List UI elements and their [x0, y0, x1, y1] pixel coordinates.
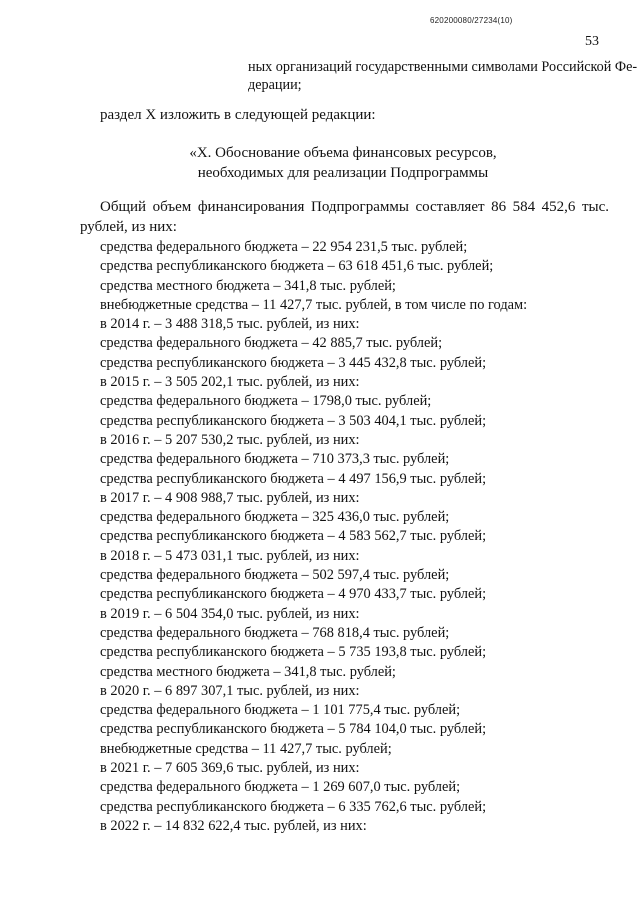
- funding-line: в 2021 г. – 7 605 369,6 тыс. рублей, из них:: [100, 760, 360, 777]
- section-instruction: раздел X изложить в следующей редакции:: [100, 107, 376, 123]
- funding-line: средства федерального бюджета – 1 269 607,0 тыс. рублей;: [100, 779, 461, 796]
- funding-line: средства федерального бюджета – 1798,0 тыс. рублей;: [100, 393, 432, 410]
- funding-line: в 2022 г. – 14 832 622,4 тыс. рублей, из них:: [100, 817, 367, 834]
- funding-line: средства республиканского бюджета – 3 445 432,8 тыс. рублей;: [100, 354, 487, 371]
- heading-line: необходимых для реализации Подпрограммы: [197, 165, 489, 181]
- intro-line: рублей, из них:: [80, 219, 177, 235]
- funding-line: средства федерального бюджета – 325 436,0 тыс. рублей;: [100, 509, 450, 526]
- funding-line: средства республиканского бюджета – 5 784 104,0 тыс. рублей;: [100, 721, 487, 738]
- funding-line: средства федерального бюджета – 502 597,4 тыс. рублей;: [100, 567, 450, 584]
- fragment-line: дерации;: [248, 77, 302, 93]
- heading-line: «X. Обоснование объема финансовых ресурсов,: [189, 145, 497, 161]
- funding-line: внебюджетные средства – 11 427,7 тыс. рублей, в том числе по годам:: [100, 296, 528, 313]
- funding-line: средства федерального бюджета – 42 885,7 тыс. рублей;: [100, 335, 443, 352]
- funding-line: в 2015 г. – 3 505 202,1 тыс. рублей, из них:: [100, 374, 360, 391]
- funding-line: средства республиканского бюджета – 6 335 762,6 тыс. рублей;: [100, 798, 487, 815]
- funding-line: средства федерального бюджета – 1 101 775,4 тыс. рублей;: [100, 702, 461, 719]
- section-heading: [80, 143, 606, 183]
- funding-line: в 2017 г. – 4 908 988,7 тыс. рублей, из них:: [100, 489, 360, 506]
- page-number: 53: [585, 34, 599, 49]
- funding-line: средства федерального бюджета – 710 373,3 тыс. рублей;: [100, 451, 450, 468]
- funding-breakdown-list: [100, 238, 527, 836]
- continued-text-fragment: [248, 58, 638, 94]
- funding-line: в 2020 г. – 6 897 307,1 тыс. рублей, из них:: [100, 682, 360, 699]
- funding-line: в 2014 г. – 3 488 318,5 тыс. рублей, из них:: [100, 316, 360, 333]
- funding-line: средства местного бюджета – 341,8 тыс. рублей;: [100, 663, 396, 680]
- funding-line: средства республиканского бюджета – 3 503 404,1 тыс. рублей;: [100, 412, 487, 429]
- funding-line: средства республиканского бюджета – 4 970 433,7 тыс. рублей;: [100, 586, 487, 603]
- document-id: 620200080/27234(10): [430, 16, 513, 25]
- intro-paragraph: [80, 197, 609, 237]
- funding-line: средства федерального бюджета – 22 954 231,5 тыс. рублей;: [100, 239, 468, 255]
- fragment-line: ных организаций государственными символами Российской Фе-: [248, 59, 638, 75]
- funding-line: средства федерального бюджета – 768 818,4 тыс. рублей;: [100, 624, 450, 641]
- funding-line: средства республиканского бюджета – 5 735 193,8 тыс. рублей;: [100, 644, 487, 661]
- funding-line: в 2016 г. – 5 207 530,2 тыс. рублей, из них:: [100, 431, 360, 448]
- funding-line: средства республиканского бюджета – 4 583 562,7 тыс. рублей;: [100, 528, 487, 545]
- funding-line: средства республиканского бюджета – 63 618 451,6 тыс. рублей;: [100, 258, 494, 275]
- funding-line: внебюджетные средства – 11 427,7 тыс. рублей;: [100, 740, 392, 757]
- funding-line: средства местного бюджета – 341,8 тыс. рублей;: [100, 277, 396, 294]
- intro-line: Общий объем финансирования Подпрограммы составляет 86 584 452,6 тыс.: [100, 199, 609, 215]
- funding-line: в 2019 г. – 6 504 354,0 тыс. рублей, из них:: [100, 605, 360, 622]
- funding-line: в 2018 г. – 5 473 031,1 тыс. рублей, из них:: [100, 547, 360, 564]
- funding-line: средства республиканского бюджета – 4 497 156,9 тыс. рублей;: [100, 470, 487, 487]
